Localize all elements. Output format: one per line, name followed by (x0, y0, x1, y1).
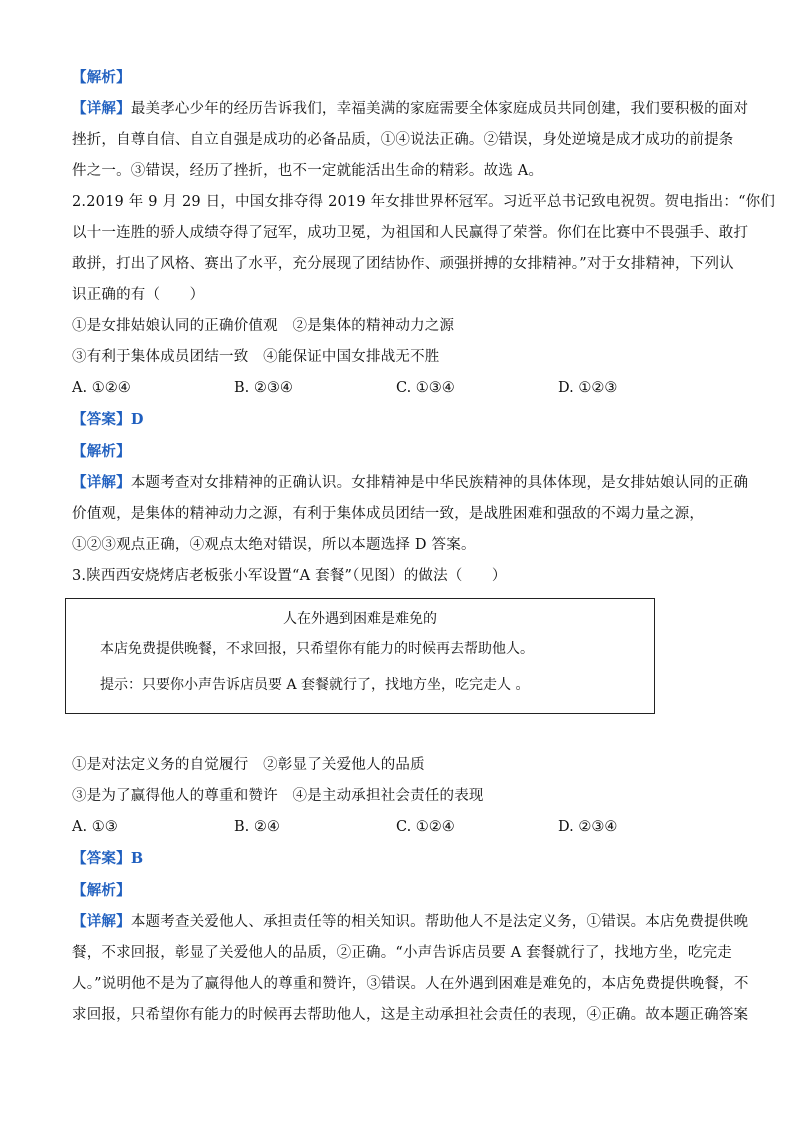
analysis-heading: 【解析】 (72, 882, 131, 899)
statement: ①是女排姑娘认同的正确价值观 ②是集体的精神动力之源 (72, 318, 455, 334)
statement: ③有利于集体成员团结一致 ④能保证中国女排战无不胜 (72, 349, 440, 365)
question-stem: 2.2019 年 9 月 29 日，中国女排夺得 2019 年女排世界杯冠军。习近平总书记致电祝贺。贺电指出：“你们 (72, 194, 776, 210)
detail-line: 【详解】最美孝心少年的经历告诉我们，幸福美满的家庭需要全体家庭成员共同创建，我们要积极的面对 (72, 100, 749, 117)
answer-tag: 【答案】 (72, 411, 131, 428)
options-row (72, 373, 722, 404)
detail-line: 餐，不求回报，彰显了关爱他人的品质，②正确。“小声告诉店员要 A 套餐就行了，找地方坐，吃完走 (72, 945, 732, 961)
notice-title: 人在外遇到困难是难免的 (283, 611, 437, 627)
detail-line: ①②③观点正确，④观点太绝对错误，所以本题选择 D 答案。 (72, 537, 476, 553)
option-d: D. ②③④ (558, 819, 618, 835)
question-stem: 3.陕西西安烧烤店老板张小军设置“A 套餐”（见图）的做法（ ） (72, 568, 507, 584)
detail-line: 【详解】本题考查关爱他人、承担责任等的相关知识。帮助他人不是法定义务，①错误。本店免费提供晚 (72, 913, 749, 930)
answer-value: B (130, 850, 144, 867)
analysis-heading: 【解析】 (72, 69, 131, 86)
option-b: B. ②③④ (234, 380, 293, 396)
answer-line (72, 843, 722, 875)
option-d: D. ①②③ (558, 380, 618, 396)
statement: ①是对法定义务的自觉履行 ②彰显了关爱他人的品质 (72, 757, 425, 773)
detail-tag: 【详解】 (72, 913, 131, 930)
option-a: A. ①②④ (72, 380, 131, 396)
answer-tag: 【答案】 (72, 850, 131, 867)
detail-tag: 【详解】 (72, 474, 131, 491)
option-a: A. ①③ (72, 819, 118, 835)
option-c: C. ①②④ (396, 819, 455, 835)
detail-line: 求回报，只希望你有能力的时候再去帮助他人，这是主动承担社会责任的表现，④正确。故本题正确答案 (72, 1007, 749, 1023)
notice-line: 本店免费提供晚餐，不求回报，只希望你有能力的时候再去帮助他人。 (100, 641, 534, 657)
detail-tag: 【详解】 (72, 100, 131, 117)
notice-box (65, 598, 655, 714)
document-page (72, 62, 776, 1031)
answer-value: D (130, 411, 144, 428)
question-stem: 以十一连胜的骄人成绩夺得了冠军，成功卫冕，为祖国和人民赢得了荣誉。你们在比赛中不畏强手、敢打 (72, 225, 749, 241)
detail-line: 挫折，自尊自信、自立自强是成功的必备品质，①④说法正确。②错误，身处逆境是成才成功的前提条 (72, 132, 734, 148)
detail-line: 【详解】本题考查对女排精神的正确认识。女排精神是中华民族精神的具体体现，是女排姑娘认同的正确 (72, 474, 749, 491)
notice-hint: 提示：只要你小声告诉店员要 A 套餐就行了，找地方坐，吃完走人 。 (100, 677, 530, 693)
analysis-heading: 【解析】 (72, 443, 131, 460)
option-b: B. ②④ (234, 819, 280, 835)
detail-line: 件之一。③错误，经历了挫折，也不一定就能活出生命的精彩。故选 A。 (72, 163, 544, 179)
question-stem: 敢拼，打出了风格、赛出了水平，充分展现了团结协作、顽强拼搏的女排精神。”对于女排精神，下列认 (72, 256, 734, 272)
detail-line: 价值观，是集体的精神动力之源，有利于集体成员团结一致，是战胜困难和强敌的不竭力量之源， (72, 506, 705, 522)
statement: ③是为了赢得他人的尊重和赞许 ④是主动承担社会责任的表现 (72, 788, 484, 804)
options-row (72, 812, 722, 843)
option-c: C. ①③④ (396, 380, 455, 396)
answer-line (72, 404, 722, 436)
question-stem: 识正确的有（ ） (72, 287, 205, 303)
detail-line: 人。”说明他不是为了赢得他人的尊重和赞许，③错误。人在外遇到困难是难免的，本店免费提供晚餐，不 (72, 976, 749, 992)
